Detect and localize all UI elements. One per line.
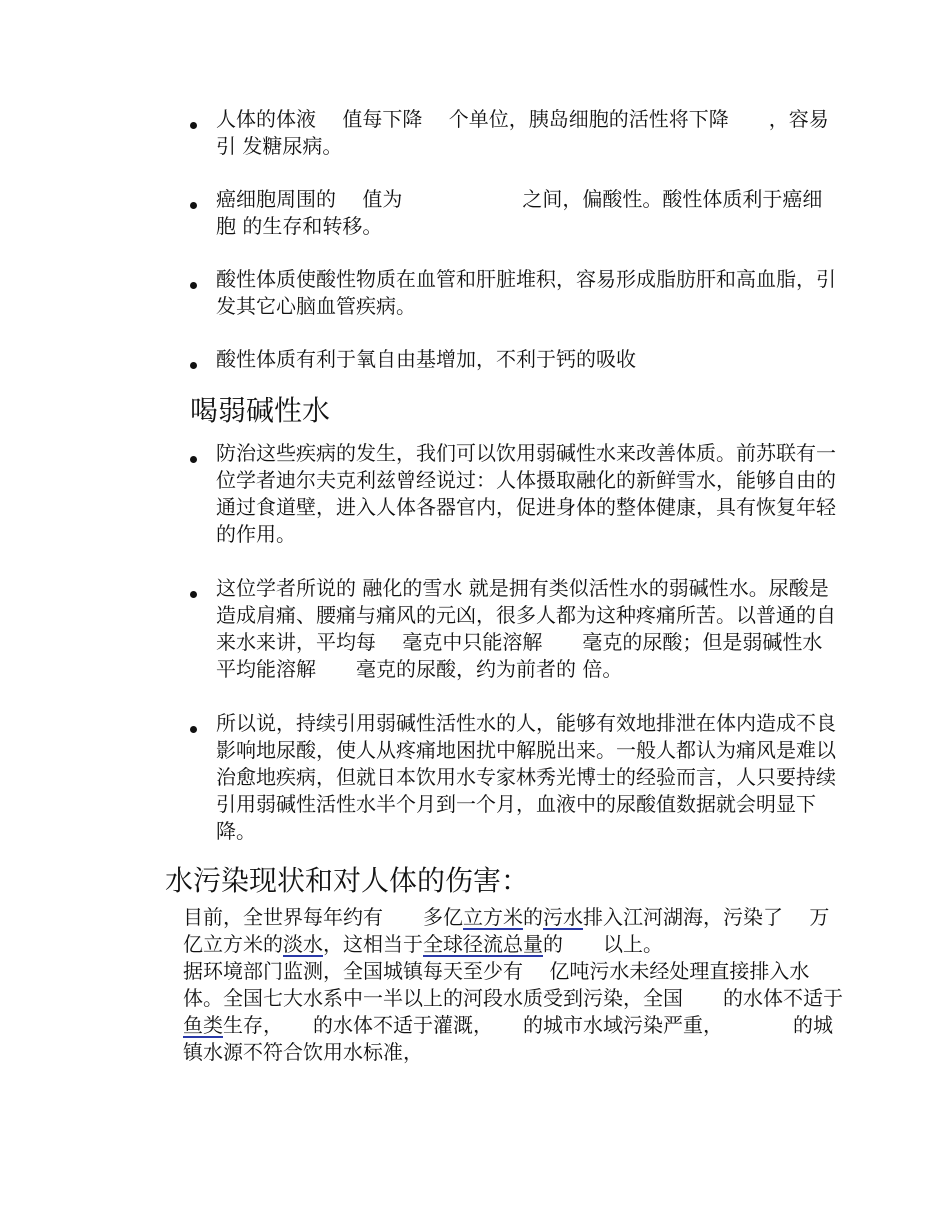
- paragraph-national-pollution: [183, 958, 843, 1066]
- bullet-text: 所以说，持续引用弱碱性活性水的人，能够有效地排泄在体内造成不良影响地尿酸，使人从疼痛地困扰中解脱出来。一般人都认为痛风是难以治愈地疾病，但就日本饮用水专家林秀光博士的经验而言，人只要持续引用弱碱性活性水半个月到一个月，血液中的尿酸值数据就会明显下降。: [216, 711, 836, 843]
- text-run: 目前，全世界每年约有 多亿: [183, 905, 463, 929]
- bullet-text: 酸性体质有利于氧自由基增加，不利于钙的吸收: [216, 347, 636, 371]
- list-item: [190, 710, 840, 845]
- bullet-icon: [190, 456, 197, 463]
- bullet-text: 酸性体质使酸性物质在血管和肝脏堆积，容易形成脂肪肝和高血脂，引 发其它心脑血管疾病。: [216, 267, 836, 318]
- pollution-paragraphs: [183, 904, 843, 1066]
- list-item: [190, 266, 840, 320]
- list-item: [190, 186, 840, 240]
- bullet-icon: [190, 122, 197, 129]
- text-run: 的 以上。: [543, 932, 663, 956]
- bullet-icon: [190, 202, 197, 209]
- text-run: 生存， 的水体不适于灌溉， 的城市水域污染严重， 的城镇水源不符合饮用水标准，: [183, 1013, 833, 1064]
- list-item: [190, 346, 840, 373]
- list-item: [190, 575, 840, 683]
- text-run: ，这相当于: [323, 932, 423, 956]
- text-run: 的: [523, 905, 543, 929]
- text-run: 据环境部门监测，全国城镇每天至少有 亿吨污水未经处理直接排入水体。全国七大水系中一半以上的河段水质受到污染，全国 的水体不适于: [183, 959, 843, 1010]
- bullet-icon: [190, 591, 197, 598]
- paragraph-global-pollution: [183, 904, 843, 958]
- bullet-icon: [190, 282, 197, 289]
- bullet-text: 这位学者所说的 融化的雪水 就是拥有类似活性水的弱碱性水。尿酸是造成肩痛、腰痛与痛风的元凶，很多人都为这种疼痛所苦。以普通的自来水来讲，平均每 毫克中只能溶解 毫克的尿酸；但是弱碱性水平均能溶解 毫克的尿酸，约为前者的 倍。: [216, 576, 836, 681]
- bullet-list-alkaline: [190, 440, 840, 872]
- underlined-term: 立方米: [463, 905, 523, 929]
- bullet-icon: [190, 726, 197, 733]
- section-heading-water-pollution: 水污染现状和对人体的伤害：: [165, 864, 530, 897]
- text-run: 排入江河湖海，污染了 万亿立方米的: [183, 905, 830, 956]
- bullet-list-acidity: [190, 106, 840, 399]
- list-item: [190, 440, 840, 548]
- list-item: [190, 106, 840, 160]
- bullet-text: 人体的体液 值每下降 个单位，胰岛细胞的活性将下降 ，容易引 发糖尿病。: [216, 107, 829, 158]
- underlined-term: 污水: [543, 905, 583, 929]
- bullet-icon: [190, 362, 197, 369]
- bullet-text: 防治这些疾病的发生，我们可以饮用弱碱性水来改善体质。前苏联有一位学者迪尔夫克利兹曾经说过：人体摄取融化的新鲜雪水，能够自由的通过食道壁，进入人体各器官内，促进身体的整体健康，具有恢复年轻的作用。: [216, 441, 836, 546]
- underlined-term: 全球径流总量: [423, 932, 543, 956]
- section-heading-alkaline-water: 喝弱碱性水: [190, 394, 331, 427]
- underlined-term: 鱼类: [183, 1013, 223, 1037]
- underlined-term: 淡水: [283, 932, 323, 956]
- bullet-text: 癌细胞周围的 值为 之间，偏酸性。酸性体质利于癌细胞 的生存和转移。: [216, 187, 823, 238]
